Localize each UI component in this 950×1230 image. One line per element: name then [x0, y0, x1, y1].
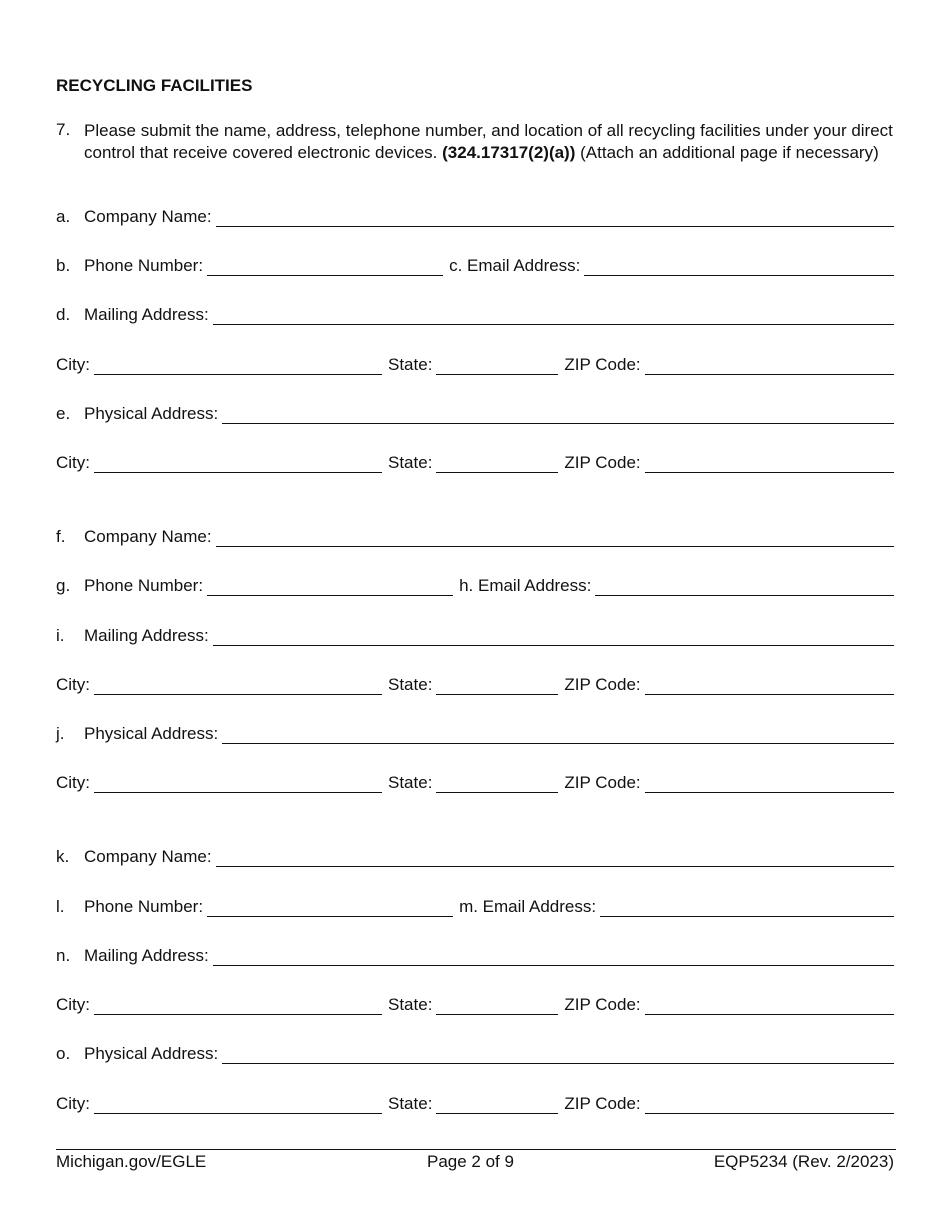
zip-code-label: ZIP Code: [564, 355, 641, 374]
phone-number-field[interactable] [207, 898, 453, 917]
phone-number-label: g. Phone Number: [56, 576, 204, 595]
phone-email-row [56, 572, 894, 596]
physical-address-row [56, 720, 894, 744]
city-field[interactable] [94, 454, 382, 473]
zip-code-label: ZIP Code: [564, 675, 641, 694]
footer-page-number: Page 2 of 9 [427, 1152, 514, 1171]
phone-number-label: l. Phone Number: [56, 897, 204, 916]
state-field[interactable] [436, 454, 558, 473]
mailing-address-label: i. Mailing Address: [56, 626, 209, 645]
email-address-label: c. Email Address: [449, 256, 581, 275]
city-state-zip-row [56, 671, 894, 695]
zip-code-field[interactable] [645, 676, 894, 695]
zip-code-label: ZIP Code: [564, 453, 641, 472]
footer-form-id: EQP5234 (Rev. 2/2023) [713, 1152, 894, 1171]
question-text [84, 120, 894, 164]
city-label: City: [56, 773, 90, 792]
state-label: State: [388, 675, 433, 694]
email-address-label: h. Email Address: [459, 576, 592, 595]
physical-address-field[interactable] [222, 1045, 894, 1064]
zip-code-field[interactable] [645, 996, 894, 1015]
mailing-address-row [56, 301, 894, 325]
phone-number-label: b. Phone Number: [56, 256, 204, 275]
mailing-address-field[interactable] [213, 947, 894, 966]
city-state-zip-row [56, 1090, 894, 1114]
physical-address-label: o. Physical Address: [56, 1044, 219, 1063]
company-name-row [56, 523, 894, 547]
zip-code-label: ZIP Code: [564, 1094, 641, 1113]
city-field[interactable] [94, 996, 382, 1015]
physical-address-row [56, 400, 894, 424]
email-address-label: m. Email Address: [459, 897, 597, 916]
company-name-field[interactable] [216, 848, 894, 867]
email-address-field[interactable] [584, 257, 894, 276]
state-label: State: [388, 773, 433, 792]
mailing-address-field[interactable] [213, 306, 894, 325]
question-text-main: Please submit the name, address, telephone number, and location of all recycling facilities under your direct control that receive covered electronic devices. [84, 121, 893, 162]
city-label: City: [56, 355, 90, 374]
question-citation: (324.17317(2)(a)) [442, 143, 576, 162]
zip-code-field[interactable] [645, 454, 894, 473]
state-field[interactable] [436, 1095, 558, 1114]
state-field[interactable] [436, 774, 558, 793]
email-address-field[interactable] [600, 898, 894, 917]
physical-address-field[interactable] [222, 725, 894, 744]
zip-code-label: ZIP Code: [564, 995, 641, 1014]
mailing-address-label: d. Mailing Address: [56, 305, 209, 324]
state-label: State: [388, 355, 433, 374]
state-field[interactable] [436, 676, 558, 695]
city-state-zip-row [56, 351, 894, 375]
zip-code-field[interactable] [645, 1095, 894, 1114]
city-state-zip-row [56, 449, 894, 473]
company-name-label: k. Company Name: [56, 847, 212, 866]
phone-number-field[interactable] [207, 577, 453, 596]
physical-address-label: e. Physical Address: [56, 404, 219, 423]
state-label: State: [388, 995, 433, 1014]
company-name-field[interactable] [216, 528, 894, 547]
company-name-field[interactable] [216, 208, 894, 227]
physical-address-field[interactable] [222, 405, 894, 424]
phone-email-row [56, 252, 894, 276]
city-field[interactable] [94, 356, 382, 375]
city-label: City: [56, 453, 90, 472]
zip-code-label: ZIP Code: [564, 773, 641, 792]
physical-address-row [56, 1040, 894, 1064]
state-field[interactable] [436, 996, 558, 1015]
state-label: State: [388, 1094, 433, 1113]
footer-divider [56, 1149, 896, 1150]
city-label: City: [56, 995, 90, 1014]
email-address-field[interactable] [595, 577, 894, 596]
city-field[interactable] [94, 1095, 382, 1114]
phone-number-field[interactable] [207, 257, 443, 276]
phone-email-row [56, 893, 894, 917]
question-text-note: (Attach an additional page if necessary) [580, 143, 879, 162]
state-label: State: [388, 453, 433, 472]
company-name-label: a. Company Name: [56, 207, 212, 226]
mailing-address-row [56, 622, 894, 646]
city-field[interactable] [94, 676, 382, 695]
state-field[interactable] [436, 356, 558, 375]
physical-address-label: j. Physical Address: [56, 724, 219, 743]
footer-website: Michigan.gov/EGLE [56, 1152, 207, 1171]
question-number: 7. [56, 120, 71, 139]
zip-code-field[interactable] [645, 774, 894, 793]
city-label: City: [56, 675, 90, 694]
mailing-address-row [56, 942, 894, 966]
city-label: City: [56, 1094, 90, 1113]
mailing-address-field[interactable] [213, 627, 894, 646]
company-name-label: f. Company Name: [56, 527, 212, 546]
city-state-zip-row [56, 769, 894, 793]
city-state-zip-row [56, 991, 894, 1015]
company-name-row [56, 203, 894, 227]
mailing-address-label: n. Mailing Address: [56, 946, 209, 965]
city-field[interactable] [94, 774, 382, 793]
zip-code-field[interactable] [645, 356, 894, 375]
company-name-row [56, 843, 894, 867]
section-heading: RECYCLING FACILITIES [56, 76, 253, 95]
